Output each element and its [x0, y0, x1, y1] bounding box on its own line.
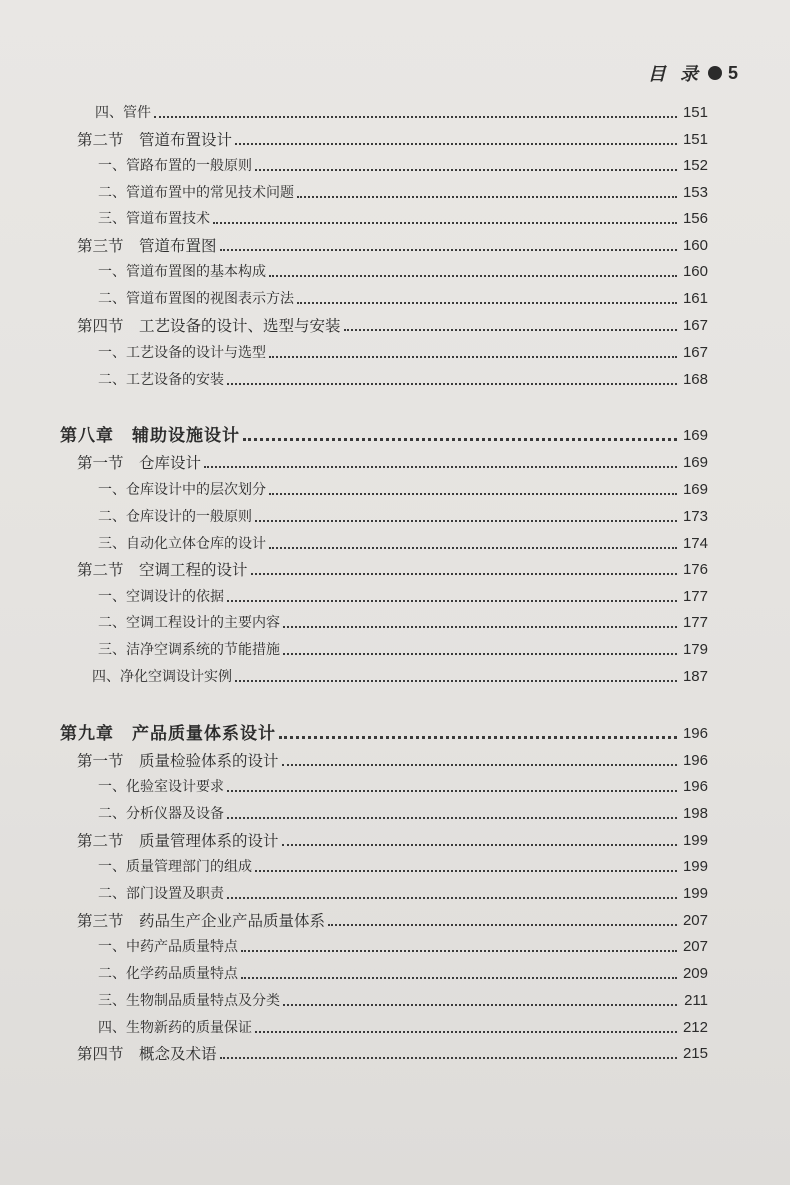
toc-entry-title: 第一节 质量检验体系的设计 — [77, 752, 279, 770]
header-page-number: 5 — [727, 62, 738, 83]
toc-item-row — [98, 341, 708, 365]
toc-item-row — [98, 882, 708, 906]
toc-item-row — [98, 532, 708, 556]
toc-entry-title: 一、中药产品质量特点 — [98, 939, 238, 955]
toc-section-row — [77, 128, 708, 152]
toc-page-number: 196 — [682, 752, 708, 769]
dot-leader — [241, 977, 677, 979]
toc-section-row — [77, 451, 708, 475]
toc-section-row — [77, 1042, 708, 1066]
toc-page-number: 173 — [682, 508, 708, 525]
toc-page-number: 187 — [682, 668, 708, 685]
toc-page-number: 207 — [682, 912, 708, 929]
toc-page-number: 199 — [682, 858, 708, 875]
toc-page-number: 177 — [682, 614, 708, 631]
toc-item-row — [98, 287, 708, 311]
toc-item-row — [98, 368, 708, 392]
toc-page-number: 168 — [682, 371, 708, 388]
toc-entry-title: 一、工艺设备的设计与选型 — [98, 345, 266, 361]
toc-page-number: 215 — [682, 1045, 708, 1062]
toc-entry-title: 第九章 产品质量体系设计 — [60, 724, 276, 744]
toc-item-row — [98, 585, 708, 609]
toc-entry-title: 第八章 辅助设施设计 — [60, 426, 240, 446]
toc-page-number: 151 — [682, 104, 708, 121]
dot-leader — [220, 249, 677, 251]
dot-leader — [227, 383, 677, 385]
dot-leader — [220, 1057, 677, 1059]
toc-page-number: 161 — [682, 290, 708, 307]
toc-entry-title: 三、管道布置技术 — [98, 211, 210, 227]
toc-item-row — [98, 989, 708, 1013]
toc-entry-title: 二、仓库设计的一般原则 — [98, 509, 252, 525]
dot-leader — [297, 196, 677, 198]
toc-page-number: 209 — [682, 965, 708, 982]
toc-item-row — [98, 181, 708, 205]
running-header — [648, 60, 738, 86]
dot-leader — [269, 547, 677, 549]
toc-entry-title: 第二节 管道布置设计 — [77, 131, 233, 149]
toc-page-number: 160 — [682, 237, 708, 254]
toc-page-number: 167 — [682, 344, 708, 361]
toc-section-row — [77, 749, 708, 773]
toc-page-number: 207 — [682, 938, 708, 955]
toc-item-row — [98, 638, 708, 662]
toc-item-row — [98, 154, 708, 178]
toc-entry-title: 四、生物新药的质量保证 — [98, 1020, 252, 1036]
toc-entry-title: 二、空调工程设计的主要内容 — [98, 615, 280, 631]
dot-leader — [241, 950, 677, 952]
toc-item-row — [98, 478, 708, 502]
toc-item-row — [98, 802, 708, 826]
dot-leader — [269, 493, 677, 495]
toc-page-number: 169 — [682, 427, 708, 444]
toc-entry-title: 三、生物制品质量特点及分类 — [98, 993, 280, 1009]
toc-page-number: 199 — [682, 885, 708, 902]
toc-page-number: 199 — [682, 832, 708, 849]
toc-chapter-row — [60, 424, 708, 448]
dot-leader — [279, 736, 677, 739]
toc-page-number: 167 — [682, 317, 708, 334]
toc-entry-title: 四、净化空调设计实例 — [92, 669, 232, 685]
dot-leader — [255, 169, 677, 171]
toc-entry-title: 三、自动化立体仓库的设计 — [98, 536, 266, 552]
toc-item-row — [98, 935, 708, 959]
toc-item-row — [98, 611, 708, 635]
toc-entry-title: 二、管道布置中的常见技术问题 — [98, 185, 294, 201]
dot-leader — [269, 356, 677, 358]
toc-page-number: 169 — [682, 454, 708, 471]
toc-entry-title: 二、化学药品质量特点 — [98, 966, 238, 982]
toc-page-number: 156 — [682, 210, 708, 227]
toc-item-row — [98, 260, 708, 284]
dot-leader — [283, 1004, 677, 1006]
toc-section-row — [77, 234, 708, 258]
toc-entry-title: 第三节 药品生产企业产品质量体系 — [77, 912, 326, 930]
dot-leader — [269, 275, 677, 277]
toc-entry-title: 第二节 质量管理体系的设计 — [77, 832, 279, 850]
toc-chapter-row — [60, 722, 708, 746]
toc-page-number: 196 — [682, 778, 708, 795]
toc-entry-title: 一、质量管理部门的组成 — [98, 859, 252, 875]
toc-item-row — [98, 775, 708, 799]
toc-page-number: 176 — [682, 561, 708, 578]
toc-entry-title: 二、分析仪器及设备 — [98, 806, 224, 822]
toc-page-number: 211 — [684, 992, 708, 1009]
dot-leader — [227, 790, 677, 792]
dot-leader — [243, 438, 677, 441]
toc-entry-title: 第四节 概念及术语 — [77, 1045, 217, 1063]
dot-leader — [235, 680, 677, 682]
dot-leader — [251, 573, 677, 575]
toc-item-row — [98, 505, 708, 529]
dot-leader — [282, 844, 677, 846]
toc-page-number: 160 — [682, 263, 708, 280]
dot-leader — [227, 817, 677, 819]
toc-entry-title: 二、工艺设备的安装 — [98, 372, 224, 388]
dot-leader — [227, 600, 677, 602]
dot-leader — [255, 1031, 677, 1033]
dot-leader — [283, 626, 677, 628]
dot-leader — [235, 143, 677, 145]
toc-page-number: 179 — [682, 641, 708, 658]
dot-leader — [154, 116, 677, 118]
toc-section-row — [77, 829, 708, 853]
toc-page-number: 152 — [682, 157, 708, 174]
toc-item-row — [98, 1016, 708, 1040]
toc-entry-title: 二、管道布置图的视图表示方法 — [98, 291, 294, 307]
toc-item-row — [98, 962, 708, 986]
header-title: 目 录 — [647, 64, 702, 85]
toc-entry-title: 一、仓库设计中的层次划分 — [98, 482, 266, 498]
toc-item-row — [98, 855, 708, 879]
dot-leader — [328, 924, 677, 926]
toc-entry-title: 三、洁净空调系统的节能措施 — [98, 642, 280, 658]
toc-item-row — [95, 101, 708, 125]
toc-entry-title: 第一节 仓库设计 — [77, 454, 202, 472]
toc-entry-title: 一、化验室设计要求 — [98, 779, 224, 795]
toc-entry-title: 四、管件 — [95, 105, 151, 121]
dot-leader — [204, 466, 677, 468]
toc-section-row — [77, 558, 708, 582]
toc-section-row — [77, 314, 708, 338]
toc-entry-title: 第四节 工艺设备的设计、选型与安装 — [77, 317, 341, 335]
toc-entry-title: 第三节 管道布置图 — [77, 237, 217, 255]
dot-leader — [255, 870, 677, 872]
toc-page-number: 151 — [682, 131, 708, 148]
dot-leader — [227, 897, 677, 899]
toc-entry-title: 一、管道布置图的基本构成 — [98, 264, 266, 280]
dot-leader — [283, 653, 677, 655]
toc-page-number: 177 — [682, 588, 708, 605]
toc-page-number: 169 — [682, 481, 708, 498]
dot-leader — [297, 302, 677, 304]
toc-section-row — [77, 909, 708, 933]
toc-entry-title: 二、部门设置及职责 — [98, 886, 224, 902]
toc-entry-title: 一、空调设计的依据 — [98, 589, 224, 605]
dot-leader — [255, 520, 677, 522]
toc-page-number: 212 — [682, 1019, 708, 1036]
toc-entry-title: 第二节 空调工程的设计 — [77, 561, 248, 579]
toc-entry-title: 一、管路布置的一般原则 — [98, 158, 252, 174]
toc-item-row — [92, 665, 708, 689]
bullet-icon — [708, 66, 722, 80]
toc-item-row — [98, 207, 708, 231]
dot-leader — [344, 329, 677, 331]
dot-leader — [282, 764, 677, 766]
toc-page-number: 196 — [682, 725, 708, 742]
toc-page-number: 198 — [682, 805, 708, 822]
dot-leader — [213, 222, 677, 224]
toc-page-number: 153 — [682, 184, 708, 201]
toc-page-number: 174 — [682, 535, 708, 552]
